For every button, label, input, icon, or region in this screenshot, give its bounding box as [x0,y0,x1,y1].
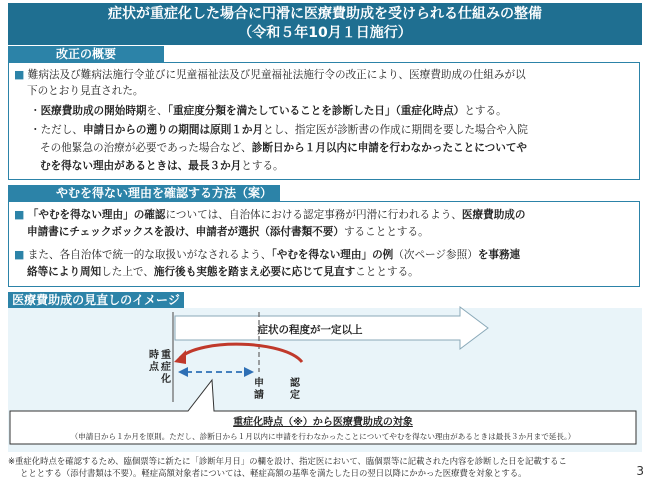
method-bullet1-line2: 申請書にチェックボックスを設け、申請者が選択（添付書類不要）することとする。 [27,226,429,238]
approve-label: 認定 [290,378,300,401]
overview-item2-line2: その他緊急の治療が必要であった場合など、診断日から１月以内に申請を行わなかったことについてや [40,142,528,154]
overview-para-line2: 下のとおり見直された。 [27,85,144,97]
callout-title: 重症化時点（※）から医療費助成の対象 [233,417,413,428]
span-arrowhead-left [178,367,188,377]
page-number: 3 [636,464,644,478]
callout-sub: （申請日から１か月を原則。ただし、診断日から１月以内に申請を行わなかったことについてやむを得ない理由があるときは最長３か月まで延長。） [70,432,576,441]
onset-label-col2: 重症化 [161,350,171,385]
section-heading-overview: 改正の概要 [8,46,164,62]
bullet-square-icon: ■ [14,68,25,81]
footnote-line1: ※重症化時点を確認するため、臨個票等に新たに「診断年月日」の欄を設け、指定医において、臨個票等に記載された内容を診断した日を記載するこ [8,456,567,466]
overview-para-line1: ■ 難病法及び難病法施行令並びに児童福祉法及び児童福祉法施行令の改正により、医療費助成の仕組みが以 [14,68,526,81]
span-arrowhead-right [244,367,254,377]
overview-item1: ・医療費助成の開始時期を、「重症度分類を満たしていることを診断した日」（重症化時点）とする。 [30,105,507,117]
retro-curve-arrow [180,344,302,362]
section-heading-method: やむを得ない理由を確認する方法（案） [8,185,280,201]
title-line2: （令和５年10月１日施行） [238,25,412,41]
apply-label: 申請 [254,378,264,401]
overview-item2-line1: ・ただし、申請日からの遡りの期間は原則１か月とし、指定医が診断書の作成に期間を要した場合や入院 [30,124,528,136]
method-bullet1-line1: ■ 「やむを得ない理由」の確認については、自治体における認定事務が円滑に行われるよう、医療費助成の [14,208,526,221]
method-bullet2-line2: 絡等により周知した上で、施行後も実態を踏まえ必要に応じて見直すこととする。 [27,266,419,278]
retro-arrowhead [174,350,186,364]
bullet-square-icon: ■ [14,208,25,221]
image-heading: 医療費助成の見直しのイメージ [8,292,184,308]
severity-arrow-label: 症状の程度が一定以上 [257,324,363,336]
title-line1: 症状が重症化した場合に円滑に医療費助成を受けられる仕組みの整備 [108,6,542,22]
onset-label-col1: 時点 [149,350,159,373]
bullet-square-icon: ■ [14,248,25,261]
method-bullet2-line1: ■ また、各自治体で統一的な取扱いがなされるよう、「やむを得ない理由」の例（次ページ参照）を事務連 [14,248,521,261]
overview-item2-line3: むを得ない理由があるときは、最長３か月とする。 [40,160,284,172]
footnote-line2: とととする（添付書類は不要）。軽症高額対象者については、軽症高額の基準を満たした日の翌日以降にかかった医療費を対象とする。 [20,468,527,478]
